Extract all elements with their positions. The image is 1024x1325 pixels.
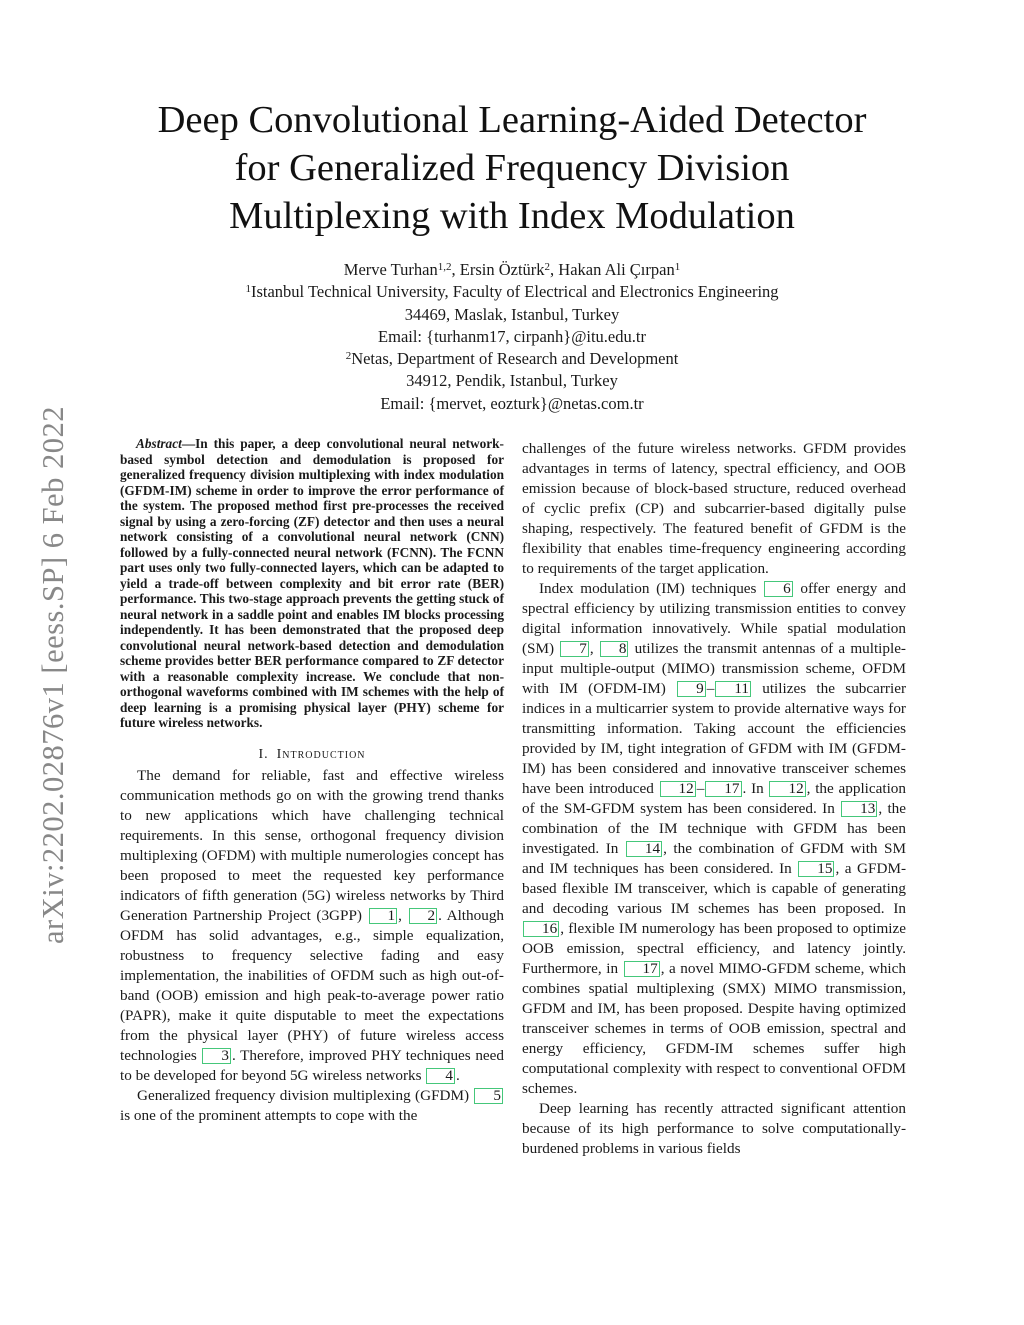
paragraph-text: . Although OFDM has solid advantages, e.g., simple equalization, robustness to frequency selective fading and easy implementation, the inabilities of OFDM such as high out-of-band (OOB) emission and high peak-to-average power ratio (PAPR), make it quite disputable to meet the expectations from the physical layer (PHY) of future wireless access technologies: [120, 906, 505, 1064]
paragraph-text: –: [696, 780, 705, 797]
body-paragraph: [522, 1099, 906, 1159]
paragraph-text: .: [455, 1066, 460, 1084]
paper-title: [100, 96, 924, 240]
citation-link[interactable]: 14: [626, 841, 662, 857]
title-line: Multiplexing with Index Modulation: [229, 195, 795, 237]
author-name: Ersin Öztürk: [459, 260, 545, 279]
author-affiliation-mark: 1: [674, 260, 681, 273]
affiliation-2-email: Email: {mervet, eozturk}@netas.com.tr: [380, 393, 644, 413]
citation-link[interactable]: 5: [474, 1088, 503, 1104]
author-block: [100, 259, 924, 415]
section-number: I.: [258, 746, 269, 762]
paragraph-text: is one of the prominent attempts to cope with the: [120, 1106, 418, 1124]
paragraph-text: , the application of the SM-GFDM system has been considered. In: [522, 780, 906, 817]
citation-link[interactable]: 12: [660, 781, 696, 797]
affiliation-2-name: Netas, Department of Research and Development: [351, 349, 679, 369]
citation-link[interactable]: 6: [764, 581, 793, 597]
citation-link[interactable]: 17: [624, 961, 660, 977]
citation-link[interactable]: 16: [523, 921, 559, 937]
paragraph-text: offer energy and spectral efficiency by utilizing transmission entities to convey digital information innovatively. While spatial modulation (SM): [522, 580, 906, 657]
paragraph-text: Index modulation (IM) techniques: [539, 580, 764, 597]
paragraph-text: . In: [742, 780, 769, 797]
author-names: [100, 259, 924, 281]
citation-link[interactable]: 9: [677, 681, 706, 697]
paragraph-text: , a novel MIMO-GFDM scheme, which combines spatial multiplexing (SMX) MIMO transmission, GFDM and IM, has been proposed. Despite having optimized transceiver schemes in terms of OOB emission, spectral and energy efficiency, GFDM-IM schemes suffer high computational complexity with respect to conventional OFDM schemes.: [522, 960, 906, 1097]
author-name: Merve Turhan: [343, 260, 438, 279]
abstract-text: —In this paper, a deep convolutional neural network-based symbol detection and demodulation is proposed for generalized frequency division multiplexing with index modulation (GFDM-IM) scheme in order to improve the error performance of the system. The proposed method first pre-processes the received signal by using a zero-forcing (ZF) detector and then uses a neural network consisting of a convolutional neural network (CNN) followed by a fully-connected neural network (FCNN). The FCNN part uses only two fully-connected layers, which can be adapted to yield a trade-off between complexity and bit error rate (BER) performance. This two-stage approach prevents the getting stuck of neural network in a saddle point and enables IM blocks processing independently. It has been demonstrated that the proposed deep convolutional neural network-based detection and demodulation scheme provides better BER performance compared to ZF detector with a reasonable complexity increase. We conclude that non-orthogonal waveforms combined with IM schemes with the help of deep learning is a promising physical layer (PHY) scheme for future wireless networks.: [120, 436, 504, 730]
title-line: Deep Convolutional Learning-Aided Detector: [157, 99, 867, 141]
citation-link[interactable]: 7: [560, 641, 589, 657]
citation-link[interactable]: 8: [600, 641, 629, 657]
affiliation-1-email: Email: {turhanm17, cirpanh}@itu.edu.tr: [378, 326, 646, 346]
paragraph-text: Generalized frequency division multiplexing (GFDM): [137, 1086, 474, 1104]
paragraph-text: ,: [398, 906, 408, 924]
left-column: [120, 436, 504, 1126]
citation-link[interactable]: 2: [409, 908, 438, 924]
citation-link[interactable]: 1: [369, 908, 398, 924]
body-paragraph: [120, 766, 504, 1086]
citation-link[interactable]: 11: [715, 681, 751, 697]
author-name: Hakan Ali Çırpan: [558, 260, 675, 279]
affiliation-mark: 1: [245, 282, 251, 295]
citation-link[interactable]: 3: [202, 1048, 231, 1064]
author-affiliation-mark: 2: [544, 260, 551, 273]
citation-link[interactable]: 4: [426, 1068, 455, 1084]
paragraph-text: . Therefore, improved PHY techniques need to be developed for beyond 5G wireless networks: [120, 1046, 504, 1084]
abstract-label: Abstract: [136, 436, 182, 451]
affiliation-1: [100, 281, 924, 303]
body-paragraph: [522, 439, 906, 579]
author-separator: ,: [550, 260, 559, 279]
citation-link[interactable]: 15: [798, 861, 834, 877]
paragraph-text: , the combination of GFDM with SM and IM techniques has been considered. In: [522, 840, 906, 877]
title-line: for Generalized Frequency Division: [234, 147, 790, 189]
paragraph-text: The demand for reliable, fast and effective wireless communication methods go on with the growing trend thanks to new applications which have challenging technical requirements. In this sense, orthogonal frequency division multiplexing (OFDM) with multiple numerologies concept has been proposed to meet the requested key performance indicators of fifth generation (5G) wireless networks by Third Generation Partnership Project (3GPP): [120, 766, 504, 924]
arxiv-identifier-stamp: arXiv:2202.02876v1 [eess.SP] 6 Feb 2022: [36, 406, 70, 944]
body-paragraph: [522, 579, 906, 1099]
citation-link[interactable]: 17: [705, 781, 741, 797]
paragraph-text: challenges of the future wireless networks. GFDM provides advantages in terms of latency, spectral efficiency, and OOB emission because of block-based structure, reduced overhead of cyclic prefix (CP) and subcarrier-based digitally pulse shaping, respectively. The featured benefit of GFDM is the flexibility that enables time-frequency engineering according to requirements of the target application.: [522, 440, 906, 577]
paragraph-text: , a GFDM-based flexible IM transceiver, which is capable of generating and decoding various IM schemes has been proposed. In: [522, 860, 907, 917]
affiliation-mark: 2: [345, 349, 352, 362]
citation-link[interactable]: 13: [841, 801, 877, 817]
paragraph-text: –: [706, 680, 715, 697]
affiliation-1-name: Istanbul Technical University, Faculty of Electrical and Electronics Engineering: [250, 282, 779, 302]
paragraph-text: utilizes the transmit antennas of a multiple-input multiple-output (MIMO) transmission scheme, OFDM with IM (OFDM-IM): [522, 640, 906, 697]
paragraph-text: , flexible IM numerology has been proposed to optimize OOB emission, spectral efficiency, and latency jointly. Furthermore, in: [522, 920, 906, 977]
author-separator: ,: [451, 260, 460, 279]
citation-link[interactable]: 12: [769, 781, 805, 797]
body-paragraph: [120, 1086, 504, 1126]
paragraph-text: utilizes the subcarrier indices in a multicarrier system to provide alternative ways for transmitting information. Taking account the efficiencies provided by IM, tight integration of GFDM with IM (GFDM-IM) has been considered and innovative transceiver schemes have been introduced: [522, 680, 906, 797]
affiliation-2: [100, 348, 924, 370]
author-affiliation-mark: 1,2: [437, 260, 452, 273]
affiliation-1-address: 34469, Maslak, Istanbul, Turkey: [404, 304, 620, 324]
right-column: [522, 439, 906, 1159]
paragraph-text: ,: [589, 640, 599, 657]
affiliation-2-address: 34912, Pendik, Istanbul, Turkey: [406, 371, 618, 391]
abstract: [120, 436, 504, 731]
section-title: Introduction: [276, 746, 366, 762]
paragraph-text: Deep learning has recently attracted significant attention because of its high performance to solve computationally-burdened problems in various fields: [522, 1100, 906, 1157]
paragraph-text: , the combination of the IM technique with GFDM has been investigated. In: [522, 800, 906, 857]
section-heading-introduction: [120, 743, 504, 766]
